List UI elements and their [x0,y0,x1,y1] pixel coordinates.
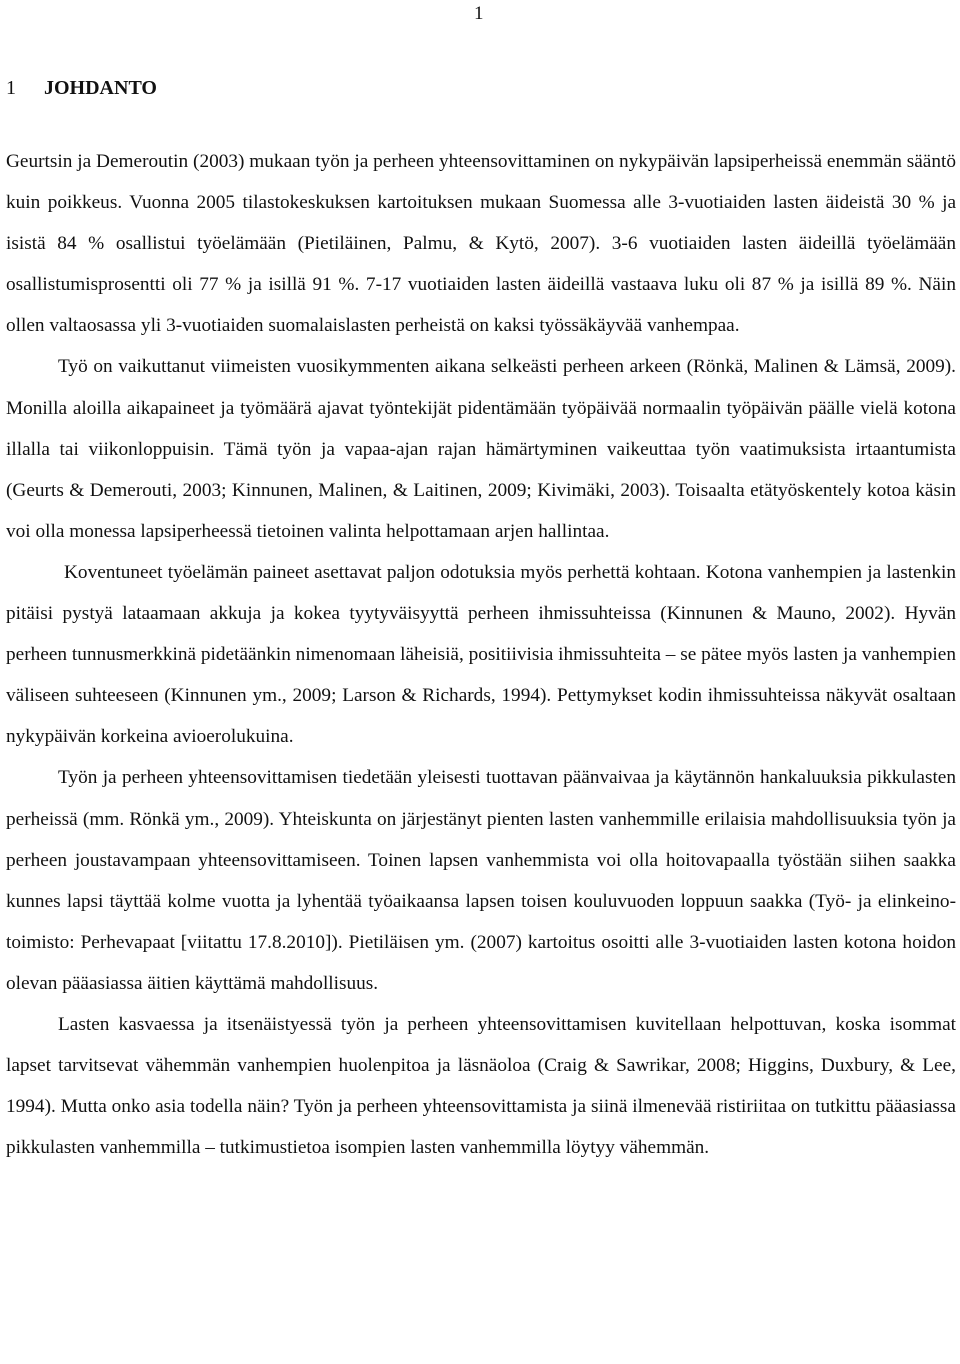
paragraph-2: Työ on vaikuttanut viimeisten vuosikymmenten aikana selkeästi perheen arkeen (Rönkä, Malinen & Lämsä, 2009). Monilla aloilla aikapaineet ja työmäärä ajavat työntekijät pidentämään työpäivää normaalin työpäivän päälle vielä kotona illalla tai viikonloppuisin. Tämä työn ja vapaa-ajan rajan hämärtyminen vaikeuttaa työn vaatimuksista irtaantumista (Geurts & Demerouti, 2003; Kinnunen, Malinen, & Laitinen, 2009; Kivimäki, 2003). Toisaalta etätyöskentely kotoa käsin voi olla monessa lapsiperheessä tietoinen valinta helpottamaan arjen hallintaa. [6,356,956,542]
paragraph-1: Geurtsin ja Demeroutin (2003) mukaan työn ja perheen yhteensovittaminen on nykypäivän lapsiperheissä enemmän sääntö kuin poikkeus. Vuonna 2005 tilastokeskuksen kartoituksen mukaan Suomessa alle 3-vuotiaiden lasten äideistä 30 % ja isistä 84 % osallistui työelämään (Pietiläinen, Palmu, & Kytö, 2007). 3-6 vuotiaiden lasten äideillä työelämään osallistumisprosentti oli 77 % ja isillä 91 %. 7-17 vuotiaiden lasten äideillä vastaava luku oli 87 % ja isillä 89 %. Näin ollen valtaosassa yli 3-vuotiaiden suomalaislasten perheistä on kaksi työssäkäyvää vanhempaa. [6,151,956,337]
paragraph-3: Koventuneet työelämän paineet asettavat paljon odotuksia myös perhettä kohtaan. Kotona vanhempien ja lastenkin pitäisi pystyä lataamaan akkuja ja kokea tyytyväisyyttä perheen ihmissuhteissa (Kinnunen & Mauno, 2002). Hyvän perheen tunnusmerkkinä pidetäänkin nimenomaan läheisiä, positiivisia ihmissuhteita – se pätee myös lasten ja vanhempien väliseen suhteeseen (Kinnunen ym., 2009; Larson & Richards, 1994). Pettymykset kodin ihmissuhteissa näkyvät osaltaan nykypäivän korkeina avioerolukuina. [6,561,956,748]
chapter-number: 1 [6,77,16,99]
paragraph-4: Työn ja perheen yhteensovittamisen tiedetään yleisesti tuottavan päänvaivaa ja käytännön hankaluuksia pikkulasten perheissä (mm. Rönkä ym., 2009). Yhteiskunta on järjestänyt pienten lasten vanhemmille erilaisia mahdollisuuksia työn ja perheen joustavampaan yhteensovittamiseen. Toinen lapsen vanhemmista voi olla hoitovapaalla työstään siihen saakka kunnes lapsi täyttää kolme vuotta ja lyhentää työaikaansa lapsen toisen kouluvuoden loppuun saakka (Työ- ja elinkeinotoimisto: Perhevapaat [viitattu 17.8.2010]). Pietiläisen ym. (2007) kartoitus osoitti alle 3-vuotiaiden lasten kotona hoidon olevan pääasiassa äitien käyttämä mahdollisuus. [6,767,956,994]
body-text [6,141,956,1168]
paragraph-5: Lasten kasvaessa ja itsenäistyessä työn ja perheen yhteensovittamisen kuvitellaan helpottuvan, koska isommat lapset tarvitsevat vähemmän vanhempien huolenpitoa ja läsnäoloa (Craig & Sawrikar, 2008; Higgins, Duxbury, & Lee, 1994). Mutta onko asia todella näin? Työn ja perheen yhteensovittamista ja siinä ilmenevää ristiriitaa on tutkittu pääasiassa pikkulasten vanhemmilla – tutkimustietoa isompien lasten vanhemmilla löytyy vähemmän. [6,1013,956,1159]
chapter-heading [6,75,157,101]
chapter-title: JOHDANTO [44,77,157,99]
page-number: 1 [474,3,484,24]
